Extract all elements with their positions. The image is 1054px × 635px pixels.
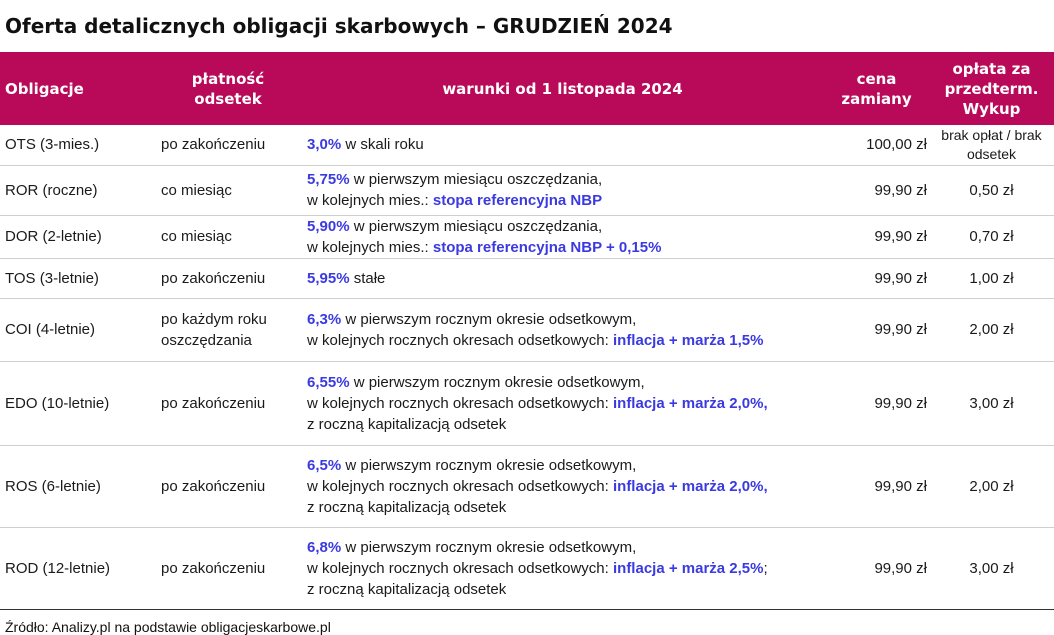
fee-line: 0,70 zł [969, 228, 1014, 245]
conditions-text: w kolejnych rocznych okresach odsetkowych: [307, 331, 613, 349]
rate-highlight: 6,5% [307, 456, 342, 474]
conditions-text: w pierwszym miesiącu oszczędzania, [349, 217, 603, 235]
interest-payment [155, 125, 301, 165]
conditions-text: w pierwszym rocznym okresie odsetkowym, [341, 538, 637, 556]
early-redemption-fee [929, 298, 1054, 361]
conditions-line [307, 330, 824, 351]
table-header-row [0, 52, 1054, 125]
conditions-line [307, 190, 824, 211]
fee-line: 3,00 zł [969, 559, 1014, 577]
bond-conditions [301, 165, 824, 215]
conditions-text: w kolejnych mies.: [307, 192, 433, 209]
early-redemption-fee [929, 445, 1054, 527]
table-row [0, 361, 1054, 445]
interest-payment [155, 298, 301, 361]
fee-line: brak opłat / brak [941, 126, 1042, 143]
source-note: Źródło: Analizy.pl na podstawie obligacjeskarbowe.pl [5, 619, 331, 635]
rate-highlight: inflacja + marża 2,0%, [612, 477, 768, 495]
conditions-text: z roczną kapitalizacją odsetek [307, 498, 507, 516]
interest-payment-line: po zakończeniu [161, 559, 266, 577]
bond-name: ROD (12-letnie) [0, 527, 155, 609]
header-fee-line: Wykup [962, 99, 1021, 118]
interest-payment [155, 445, 301, 527]
interest-payment-line: po zakończeniu [161, 394, 266, 412]
interest-payment-line: po zakończeniu [161, 136, 266, 154]
interest-payment-line: po każdym roku [161, 310, 267, 328]
conditions-text: z roczną kapitalizacją odsetek [307, 415, 507, 433]
rate-highlight: 6,3% [307, 310, 342, 328]
conditions-line [307, 268, 824, 289]
page-title: Oferta detalicznych obligacji skarbowych – GRUDZIEŃ 2024 [5, 14, 673, 38]
conditions-line [307, 537, 824, 558]
bond-conditions [301, 258, 824, 298]
conditions-text: w pierwszym miesiącu oszczędzania, [349, 171, 603, 188]
conditions-line [307, 393, 824, 414]
conditions-text: w kolejnych rocznych okresach odsetkowych: [307, 477, 613, 495]
bond-conditions [301, 361, 824, 445]
table-row [0, 215, 1054, 258]
rate-highlight: stopa referencyjna NBP + 0,15% [432, 238, 662, 256]
bond-name: ROS (6-letnie) [0, 445, 155, 527]
bond-name: ROR (roczne) [0, 165, 155, 215]
exchange-price: 99,90 zł [824, 445, 929, 527]
conditions-line [307, 414, 824, 435]
header-payment-line: odsetek [194, 89, 262, 108]
interest-payment-line: po zakończeniu [161, 477, 266, 495]
conditions-line [307, 579, 824, 600]
table-row [0, 445, 1054, 527]
header-fee-line: opłata za [952, 59, 1031, 78]
conditions-text: ; [763, 559, 768, 577]
conditions-text: w kolejnych rocznych okresach odsetkowych: [307, 394, 613, 412]
conditions-text: w pierwszym rocznym okresie odsetkowym, [341, 310, 637, 328]
fee-line: odsetek [966, 145, 1017, 162]
rate-highlight: 5,75% [307, 171, 350, 188]
interest-payment [155, 258, 301, 298]
early-redemption-fee [929, 165, 1054, 215]
header-payment-line: płatność [191, 69, 265, 88]
conditions-line [307, 372, 824, 393]
interest-payment-line: oszczędzania [161, 331, 252, 349]
conditions-line [307, 169, 824, 190]
bond-name: COI (4-letnie) [0, 298, 155, 361]
fee-line: 2,00 zł [969, 477, 1014, 495]
conditions-line [307, 476, 824, 497]
header-price-line: cena [856, 69, 897, 88]
rate-highlight: inflacja + marża 2,0%, [612, 394, 768, 412]
rate-highlight: inflacja + marża 1,5% [612, 331, 764, 349]
interest-payment-line: po zakończeniu [161, 269, 266, 287]
fee-line: 0,50 zł [969, 181, 1014, 199]
fee-line: 2,00 zł [969, 321, 1014, 338]
header-conditions: warunki od 1 listopada 2024 [301, 52, 824, 125]
table-row [0, 125, 1054, 165]
rate-highlight: 3,0% [307, 136, 342, 154]
bond-conditions [301, 527, 824, 609]
table-body [0, 125, 1054, 609]
table-row [0, 165, 1054, 215]
interest-payment-line: co miesiąc [161, 228, 232, 245]
exchange-price: 100,00 zł [824, 125, 929, 165]
early-redemption-fee [929, 125, 1054, 165]
interest-payment [155, 165, 301, 215]
rate-highlight: 6,8% [307, 538, 342, 556]
bond-name: TOS (3-letnie) [0, 258, 155, 298]
bond-name: OTS (3-mies.) [0, 125, 155, 165]
interest-payment-line: co miesiąc [161, 181, 232, 199]
header-bonds: Obligacje [0, 52, 155, 125]
exchange-price: 99,90 zł [824, 298, 929, 361]
bond-name: DOR (2-letnie) [0, 215, 155, 258]
early-redemption-fee [929, 258, 1054, 298]
interest-payment [155, 527, 301, 609]
bond-conditions [301, 215, 824, 258]
conditions-text: stałe [349, 269, 386, 287]
conditions-line [307, 309, 824, 330]
rate-highlight: 5,90% [307, 217, 350, 235]
header-payment [155, 52, 301, 125]
rate-highlight: stopa referencyjna NBP [432, 192, 603, 209]
header-price-line: zamiany [841, 89, 912, 108]
early-redemption-fee [929, 361, 1054, 445]
exchange-price: 99,90 zł [824, 527, 929, 609]
exchange-price: 99,90 zł [824, 258, 929, 298]
table-row [0, 298, 1054, 361]
conditions-line [307, 134, 824, 155]
rate-highlight: inflacja + marża 2,5% [612, 559, 764, 577]
conditions-text: w skali roku [341, 136, 424, 154]
conditions-text: w pierwszym rocznym okresie odsetkowym, [349, 373, 645, 391]
bonds-table [0, 52, 1054, 610]
conditions-line [307, 558, 824, 579]
early-redemption-fee [929, 527, 1054, 609]
bond-conditions [301, 445, 824, 527]
conditions-line [307, 497, 824, 518]
table-row [0, 527, 1054, 609]
conditions-text: w pierwszym rocznym okresie odsetkowym, [341, 456, 637, 474]
bond-conditions [301, 298, 824, 361]
bond-conditions [301, 125, 824, 165]
bond-name: EDO (10-letnie) [0, 361, 155, 445]
conditions-text: w kolejnych mies.: [307, 238, 433, 256]
interest-payment [155, 361, 301, 445]
fee-line: 3,00 zł [969, 394, 1014, 412]
exchange-price: 99,90 zł [824, 361, 929, 445]
rate-highlight: 5,95% [307, 269, 350, 287]
conditions-text: w kolejnych rocznych okresach odsetkowych: [307, 559, 613, 577]
table-row [0, 258, 1054, 298]
header-price [824, 52, 929, 125]
rate-highlight: 6,55% [307, 373, 350, 391]
exchange-price: 99,90 zł [824, 165, 929, 215]
early-redemption-fee [929, 215, 1054, 258]
interest-payment [155, 215, 301, 258]
conditions-line [307, 237, 824, 258]
conditions-text: z roczną kapitalizacją odsetek [307, 580, 507, 598]
conditions-line [307, 455, 824, 476]
header-fee [929, 52, 1054, 125]
exchange-price: 99,90 zł [824, 215, 929, 258]
header-fee-line: przedterm. [944, 79, 1039, 98]
conditions-line [307, 216, 824, 237]
fee-line: 1,00 zł [969, 269, 1014, 287]
